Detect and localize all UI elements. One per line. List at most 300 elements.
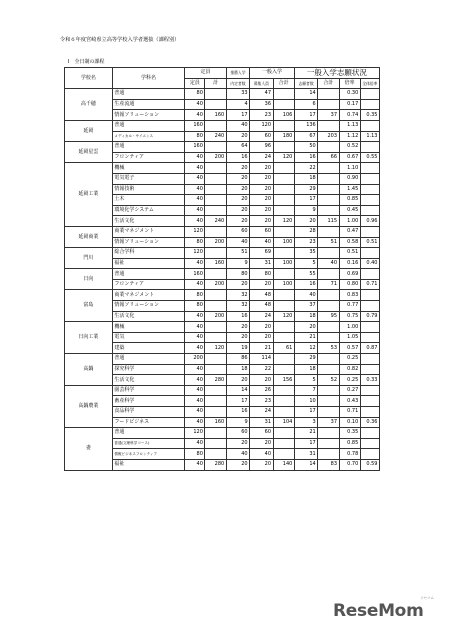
cell-ippan-total [273,322,294,333]
cell-overall: 0.59 [360,459,379,470]
cell-ratio: 0.58 [339,237,360,248]
cell-app: 16 [294,279,317,290]
cell-ratio: 0.25 [339,375,360,386]
cell-ippan: 20 [250,459,273,470]
cell-app: 7 [294,385,317,396]
cell-cap: 40 [185,375,205,386]
cell-overall [360,407,379,418]
dept-name: 情報ソリューション [112,301,184,312]
cell-overall [360,322,379,333]
section-heading: Ⅰ 全日制の課程 [68,59,105,65]
cell-overall: 0.79 [360,311,379,322]
table-row [65,343,380,354]
cell-suisen: 20 [226,163,249,174]
cell-cap: 40 [185,152,205,163]
resemom-logo: ReseMom [333,601,424,621]
cell-cap-total [205,173,226,184]
cell-overall [360,195,379,206]
cell-app-total [318,184,339,195]
dept-name: 普通(文理科学コース) [112,438,184,449]
cell-suisen: 17 [226,396,249,407]
cell-suisen: 20 [226,205,249,216]
cell-app: 29 [294,184,317,195]
cell-app-total: 66 [318,152,339,163]
cell-cap-total: 280 [205,375,226,386]
cell-cap: 40 [185,184,205,195]
cell-ippan: 60 [250,226,273,237]
dept-name: 普通 [112,428,184,439]
header-applicants: 志願者数 [294,78,317,89]
cell-ratio: 0.57 [339,343,360,354]
cell-app: 18 [294,311,317,322]
cell-suisen: 20 [226,332,249,343]
cell-ippan: 48 [250,301,273,312]
table-row [65,226,380,237]
cell-ippan-total: 140 [273,459,294,470]
dept-name: 普通 [112,354,184,365]
table-row [65,385,380,396]
cell-app: 9 [294,205,317,216]
cell-suisen: 17 [226,110,249,121]
cell-overall [360,396,379,407]
header-ippan: 一般入学 [250,68,295,79]
dept-name: 生産流通 [112,99,184,110]
cell-ratio: 1.00 [339,322,360,333]
header-suisen: 推薦入学 [226,68,249,79]
school-name: 延岡商業 [65,226,113,247]
cell-suisen: 80 [226,269,249,280]
cell-ippan-total [273,142,294,153]
cell-cap-total [205,301,226,312]
cell-cap-total [205,142,226,153]
cell-ippan-total [273,173,294,184]
cell-app: 10 [294,396,317,407]
cell-app: 16 [294,152,317,163]
cell-ratio: 0.47 [339,226,360,237]
cell-ippan: 20 [250,438,273,449]
cell-app: 17 [294,195,317,206]
cell-cap: 80 [185,89,205,100]
cell-ippan-total [273,99,294,110]
cell-overall: 0.71 [360,279,379,290]
cell-ippan: 120 [250,120,273,131]
cell-ippan-total [273,120,294,131]
table-row [65,142,380,153]
cell-suisen: 16 [226,152,249,163]
cell-app-total [318,301,339,312]
dept-name: 土木 [112,195,184,206]
cell-app-total: 37 [318,110,339,121]
cell-overall: 0.33 [360,375,379,386]
cell-ratio: 0.85 [339,195,360,206]
dept-name: 普通 [112,142,184,153]
cell-cap-total: 200 [205,237,226,248]
cell-suisen: 60 [226,428,249,439]
cell-cap: 40 [185,163,205,174]
cell-cap-total: 280 [205,459,226,470]
cell-cap-total [205,120,226,131]
cell-suisen: 40 [226,120,249,131]
cell-app-total: 95 [318,311,339,322]
cell-overall [360,290,379,301]
cell-cap: 80 [185,237,205,248]
cell-cap-total: 200 [205,279,226,290]
cell-cap-total [205,269,226,280]
dept-name: 機械 [112,163,184,174]
cell-cap: 40 [185,216,205,227]
cell-app: 67 [294,131,317,142]
cell-overall [360,385,379,396]
cell-cap-total: 160 [205,258,226,269]
table-row [65,152,380,163]
table-row [65,195,380,206]
cell-ippan-total [273,449,294,460]
cell-suisen: 20 [226,459,249,470]
cell-ippan-total: 106 [273,110,294,121]
cell-cap: 40 [185,459,205,470]
school-name: 日向工業 [65,322,113,354]
cell-cap: 40 [185,343,205,354]
cell-suisen: 32 [226,290,249,301]
cell-app: 17 [294,438,317,449]
cell-cap-total [205,396,226,407]
cell-cap: 40 [185,417,205,428]
cell-suisen: 20 [226,438,249,449]
dept-name: 福祉 [112,459,184,470]
table-row [65,279,380,290]
cell-cap-total [205,449,226,460]
cell-suisen: 14 [226,385,249,396]
cell-cap-total [205,226,226,237]
cell-ippan: 24 [250,407,273,418]
cell-suisen: 16 [226,311,249,322]
cell-ippan: 96 [250,142,273,153]
cell-suisen: 19 [226,343,249,354]
cell-suisen: 60 [226,226,249,237]
cell-cap: 40 [185,311,205,322]
cell-ippan-total [273,89,294,100]
cell-app-total: 115 [318,216,339,227]
cell-suisen: 9 [226,417,249,428]
cell-ratio: 1.12 [339,131,360,142]
cell-ippan: 69 [250,248,273,259]
cell-cap: 80 [185,449,205,460]
cell-overall [360,428,379,439]
cell-suisen: 18 [226,364,249,375]
table-row [65,290,380,301]
cell-overall [360,449,379,460]
cell-cap: 40 [185,407,205,418]
dept-name: 畜産科学 [112,396,184,407]
cell-ippan: 48 [250,290,273,301]
cell-ratio: 0.51 [339,248,360,259]
cell-ippan-total: 156 [273,375,294,386]
table-row [65,120,380,131]
school-name: 延岡星雲 [65,142,113,163]
cell-cap-total [205,332,226,343]
dept-name: 園芸科学 [112,385,184,396]
cell-ippan-total [273,407,294,418]
cell-overall [360,248,379,259]
cell-ippan: 40 [250,237,273,248]
cell-cap-total [205,428,226,439]
cell-ippan-total [273,396,294,407]
table-body [65,89,380,470]
cell-ratio: 0.52 [339,142,360,153]
cell-ratio: 0.25 [339,354,360,365]
cell-ippan: 60 [250,428,273,439]
cell-app-total [318,163,339,174]
table-row [65,311,380,322]
dept-name: 生活文化 [112,311,184,322]
cell-app: 23 [294,237,317,248]
cell-ippan: 20 [250,375,273,386]
cell-app: 136 [294,120,317,131]
cell-ratio: 0.85 [339,438,360,449]
cell-ippan-total: 100 [273,237,294,248]
dept-name: 環境化学システム [112,205,184,216]
cell-suisen: 16 [226,407,249,418]
cell-suisen: 20 [226,279,249,290]
cell-cap: 40 [185,258,205,269]
cell-ippan: 26 [250,385,273,396]
table-row [65,354,380,365]
cell-ratio: 0.70 [339,459,360,470]
cell-app: 31 [294,449,317,460]
dept-name: 総合学科 [112,248,184,259]
cell-suisen: 40 [226,237,249,248]
table-row [65,173,380,184]
cell-overall: 0.40 [360,258,379,269]
header-dept: 学科名 [112,68,184,89]
cell-ippan-total: 120 [273,152,294,163]
cell-ippan-total: 61 [273,343,294,354]
header-suisen-sub: 内定者数 [226,78,249,89]
cell-app: 20 [294,216,317,227]
dept-name: フードビジネス [112,417,184,428]
cell-cap-total [205,205,226,216]
dept-name: 食品科学 [112,407,184,418]
cell-app: 21 [294,428,317,439]
cell-cap-total [205,163,226,174]
table-row [65,375,380,386]
document-title: 令和６年度宮崎県立高等学校入学者選抜（課程別） [60,37,180,43]
dept-name: 商業マネジメント [112,290,184,301]
cell-cap: 40 [185,332,205,343]
cell-ippan: 47 [250,89,273,100]
cell-suisen: 4 [226,99,249,110]
cell-ippan: 20 [250,322,273,333]
header-ippan-total: 合計 [273,78,294,89]
cell-cap: 40 [185,385,205,396]
cell-ratio: 0.17 [339,99,360,110]
dept-name: フロンティア [112,279,184,290]
cell-cap: 120 [185,248,205,259]
cell-app-total [318,99,339,110]
cell-ratio: 1.10 [339,163,360,174]
cell-ratio: 0.80 [339,279,360,290]
dept-name: 普通 [112,89,184,100]
cell-app-total: 53 [318,343,339,354]
cell-overall [360,184,379,195]
cell-cap-total [205,195,226,206]
cell-cap: 80 [185,301,205,312]
cell-cap: 40 [185,364,205,375]
cell-ippan-total: 104 [273,417,294,428]
table-row [65,110,380,121]
cell-app-total: 71 [318,279,339,290]
table-row [65,237,380,248]
table-row [65,428,380,439]
cell-ratio: 1.45 [339,184,360,195]
cell-ippan-total [273,428,294,439]
cell-ippan-total [273,301,294,312]
cell-suisen: 20 [226,184,249,195]
cell-app: 18 [294,364,317,375]
school-name: 高鍋 [65,354,113,386]
table-row [65,184,380,195]
header-cap-count: 定員 [185,78,205,89]
cell-overall: 0.51 [360,237,379,248]
cell-ratio: 0.77 [339,301,360,312]
cell-app-total: 37 [318,417,339,428]
cell-overall [360,173,379,184]
cell-ippan: 114 [250,354,273,365]
cell-ratio: 0.30 [339,89,360,100]
cell-ippan-total [273,364,294,375]
cell-overall: 0.36 [360,417,379,428]
cell-ippan: 20 [250,216,273,227]
cell-ippan-total [273,226,294,237]
cell-app: 50 [294,142,317,153]
table-row [65,205,380,216]
dept-name: 福祉 [112,258,184,269]
table-row [65,364,380,375]
cell-cap: 40 [185,396,205,407]
cell-app: 6 [294,99,317,110]
cell-overall [360,364,379,375]
cell-cap-total [205,89,226,100]
cell-app-total [318,428,339,439]
school-name: 高千穂 [65,89,113,121]
cell-ippan: 20 [250,205,273,216]
cell-cap-total [205,438,226,449]
cell-overall [360,332,379,343]
cell-cap: 40 [185,195,205,206]
cell-overall: 0.96 [360,216,379,227]
header-capacity: 定員 [185,68,227,79]
cell-ippan-total [273,269,294,280]
cell-suisen: 33 [226,89,249,100]
cell-ippan-total [273,385,294,396]
cell-ippan: 80 [250,269,273,280]
cell-app-total [318,195,339,206]
cell-app: 17 [294,110,317,121]
cell-app: 17 [294,407,317,418]
cell-app: 29 [294,354,317,365]
cell-ippan: 36 [250,99,273,110]
cell-ratio: 0.82 [339,364,360,375]
cell-overall [360,269,379,280]
cell-ratio: 1.00 [339,216,360,227]
cell-cap-total: 240 [205,216,226,227]
cell-suisen: 9 [226,258,249,269]
table-row [65,163,380,174]
table-row [65,89,380,100]
table-row [65,407,380,418]
dept-name: 探究科学 [112,364,184,375]
cell-suisen: 20 [226,195,249,206]
cell-ratio: 0.10 [339,417,360,428]
cell-cap: 200 [185,354,205,365]
cell-ratio: 1.13 [339,120,360,131]
dept-name: 生活文化 [112,375,184,386]
cell-overall [360,301,379,312]
cell-cap-total: 120 [205,343,226,354]
cell-suisen: 20 [226,322,249,333]
dept-name: 情報ビジネスフロンティア [112,449,184,460]
cell-suisen: 32 [226,301,249,312]
table-row [65,417,380,428]
cell-overall [360,226,379,237]
cell-suisen: 86 [226,354,249,365]
cell-suisen: 20 [226,131,249,142]
cell-ratio: 0.90 [339,173,360,184]
cell-ippan: 24 [250,311,273,322]
cell-ippan-total: 120 [273,216,294,227]
cell-app-total [318,226,339,237]
header-ratio: 倍率 [339,78,360,89]
cell-app: 21 [294,332,317,343]
cell-ratio: 0.45 [339,205,360,216]
table-row [65,269,380,280]
cell-app-total [318,364,339,375]
cell-app-total [318,396,339,407]
cell-ippan: 21 [250,343,273,354]
cell-cap-total [205,364,226,375]
cell-suisen: 20 [226,173,249,184]
cell-ratio: 0.78 [339,449,360,460]
cell-cap-total [205,322,226,333]
cell-ippan-total [273,332,294,343]
cell-app-total [318,449,339,460]
cell-ippan: 20 [250,195,273,206]
cell-cap-total: 200 [205,152,226,163]
admission-table [64,67,380,471]
cell-ippan-total: 180 [273,131,294,142]
cell-app-total: 52 [318,375,339,386]
cell-app: 5 [294,258,317,269]
cell-app-total: 203 [318,131,339,142]
cell-ippan-total [273,163,294,174]
cell-cap: 120 [185,428,205,439]
cell-app: 40 [294,290,317,301]
cell-cap: 80 [185,131,205,142]
cell-overall [360,120,379,131]
cell-ippan: 20 [250,279,273,290]
cell-app-total [318,173,339,184]
table-row [65,301,380,312]
cell-ratio: 0.75 [339,311,360,322]
cell-ippan: 31 [250,258,273,269]
cell-suisen: 40 [226,449,249,460]
cell-cap: 40 [185,110,205,121]
cell-app: 3 [294,417,317,428]
cell-overall [360,89,379,100]
cell-cap: 40 [185,205,205,216]
table-row [65,438,380,449]
cell-overall [360,142,379,153]
